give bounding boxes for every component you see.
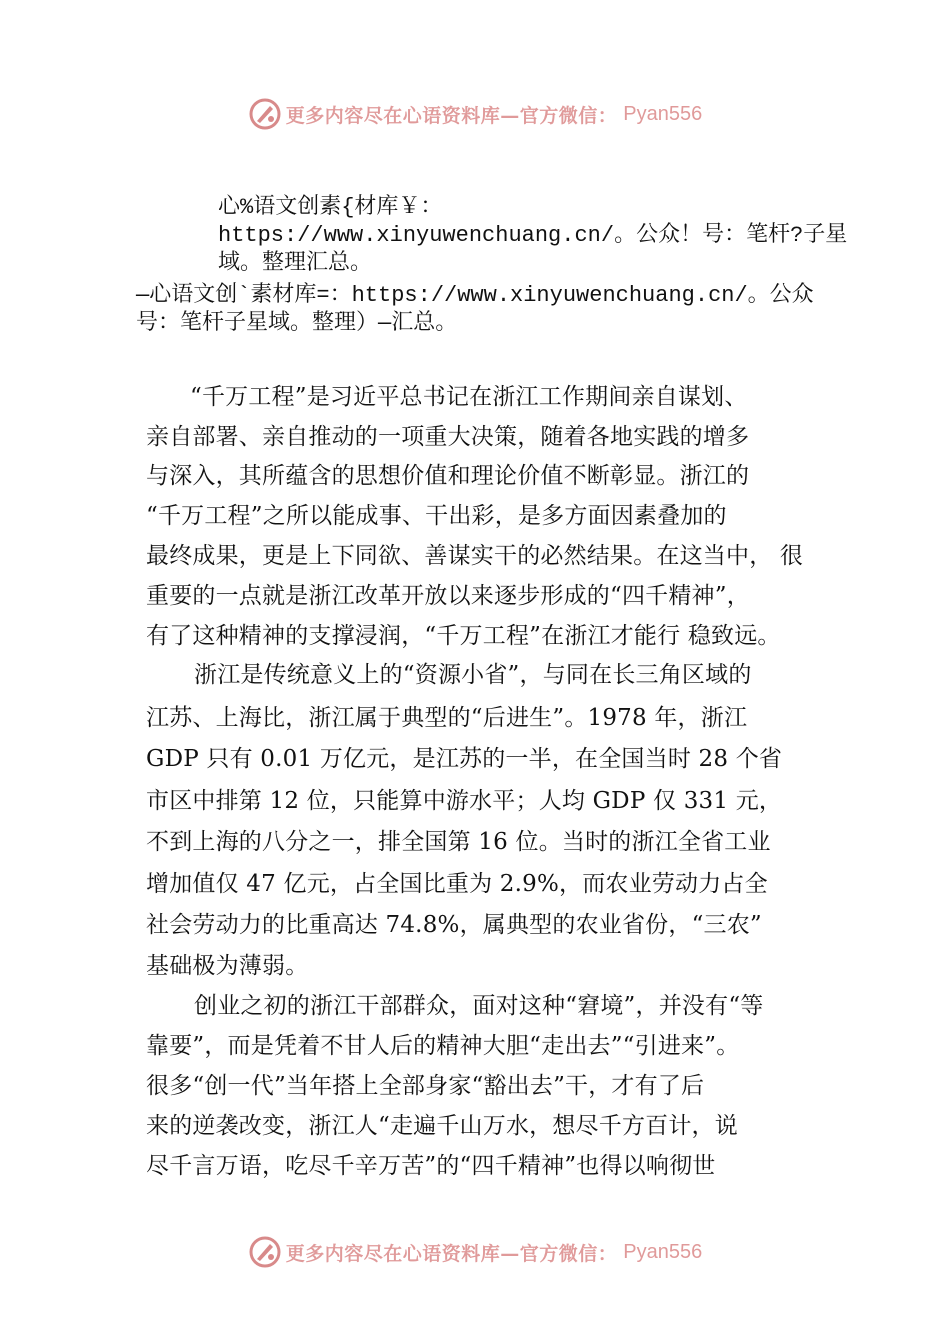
body-line: 市区中排第 12 位，只能算中游水平；人均 GDP 仅 331 元， [146, 788, 783, 814]
body-line: 创业之初的浙江干部群众，面对这种“窘境”，并没有“等 [194, 993, 764, 1019]
body-line: 亲自部署、亲自推动的一项重大决策，随着各地实践的增多 [146, 424, 750, 450]
banner-text: 更多内容尽在心语资料库—官方微信： [285, 104, 618, 127]
watermark-line-2: —心语文创`素材库=：https://www.xinyuwenchuang.cn/。公众号：笔杆子星域。整理）—汇总。 [136, 283, 814, 336]
body-line: 社会劳动力的比重高达 74.8%，属典型的农业省份，“三农” [146, 912, 762, 938]
body-line: 靠要”，而是凭着不甘人后的精神大胆“走出去”“引进来”。 [146, 1033, 740, 1059]
watermark-line-1: 心%语文创素{材库￥：https://www.xinyuwenchuang.cn/。公众！号：笔杆?子星域。整理汇总。 [218, 195, 848, 276]
banner-text: 更多内容尽在心语资料库—官方微信： [285, 1242, 618, 1265]
body-line: “千万工程”是习近平总书记在浙江工作期间亲自谋划、 [190, 384, 748, 410]
banner-wechat-id: Pyan556 [623, 102, 703, 125]
body-line: 有了这种精神的支撑浸润，“千万工程”在浙江才能行 稳致远。 [146, 623, 781, 649]
body-line: 不到上海的八分之一，排全国第 16 位。当时的浙江全省工业 [146, 829, 771, 855]
footer-banner [0, 1232, 950, 1272]
body-line: 江苏、上海比，浙江属于典型的“后进生”。1978 年，浙江 [146, 705, 748, 731]
seal-logo-icon [248, 97, 282, 131]
body-line: “千万工程”之所以能成事、干出彩，是多方面因素叠加的 [146, 503, 727, 529]
header-banner [0, 94, 950, 134]
seal-logo-icon [248, 1235, 282, 1269]
body-line: 重要的一点就是浙江改革开放以来逐步形成的“四千精神”， [146, 583, 750, 609]
body-line: 增加值仅 47 亿元，占全国比重为 2.9%，而农业劳动力占全 [146, 871, 768, 897]
body-line: 很多“创一代”当年搭上全部身家“豁出去”干，才有了后 [146, 1073, 705, 1099]
body-line: 与深入，其所蕴含的思想价值和理论价值不断彰显。浙江的 [146, 463, 750, 489]
banner-wechat-id: Pyan556 [623, 1240, 703, 1263]
body-line: 最终成果，更是上下同欲、善谋实干的必然结果。在这当中， 很 [146, 543, 804, 569]
body-line: 来的逆袭改变，浙江人“走遍千山万水，想尽千方百计，说 [146, 1113, 738, 1139]
body-line: 尽千言万语，吃尽千辛万苦”的“四千精神”也得以响彻世 [146, 1153, 716, 1179]
body-line: 浙江是传统意义上的“资源小省”，与同在长三角区域的 [194, 662, 752, 688]
body-line: GDP 只有 0.01 万亿元，是江苏的一半，在全国当时 28 个省 [146, 746, 783, 772]
body-line: 基础极为薄弱。 [146, 953, 309, 979]
